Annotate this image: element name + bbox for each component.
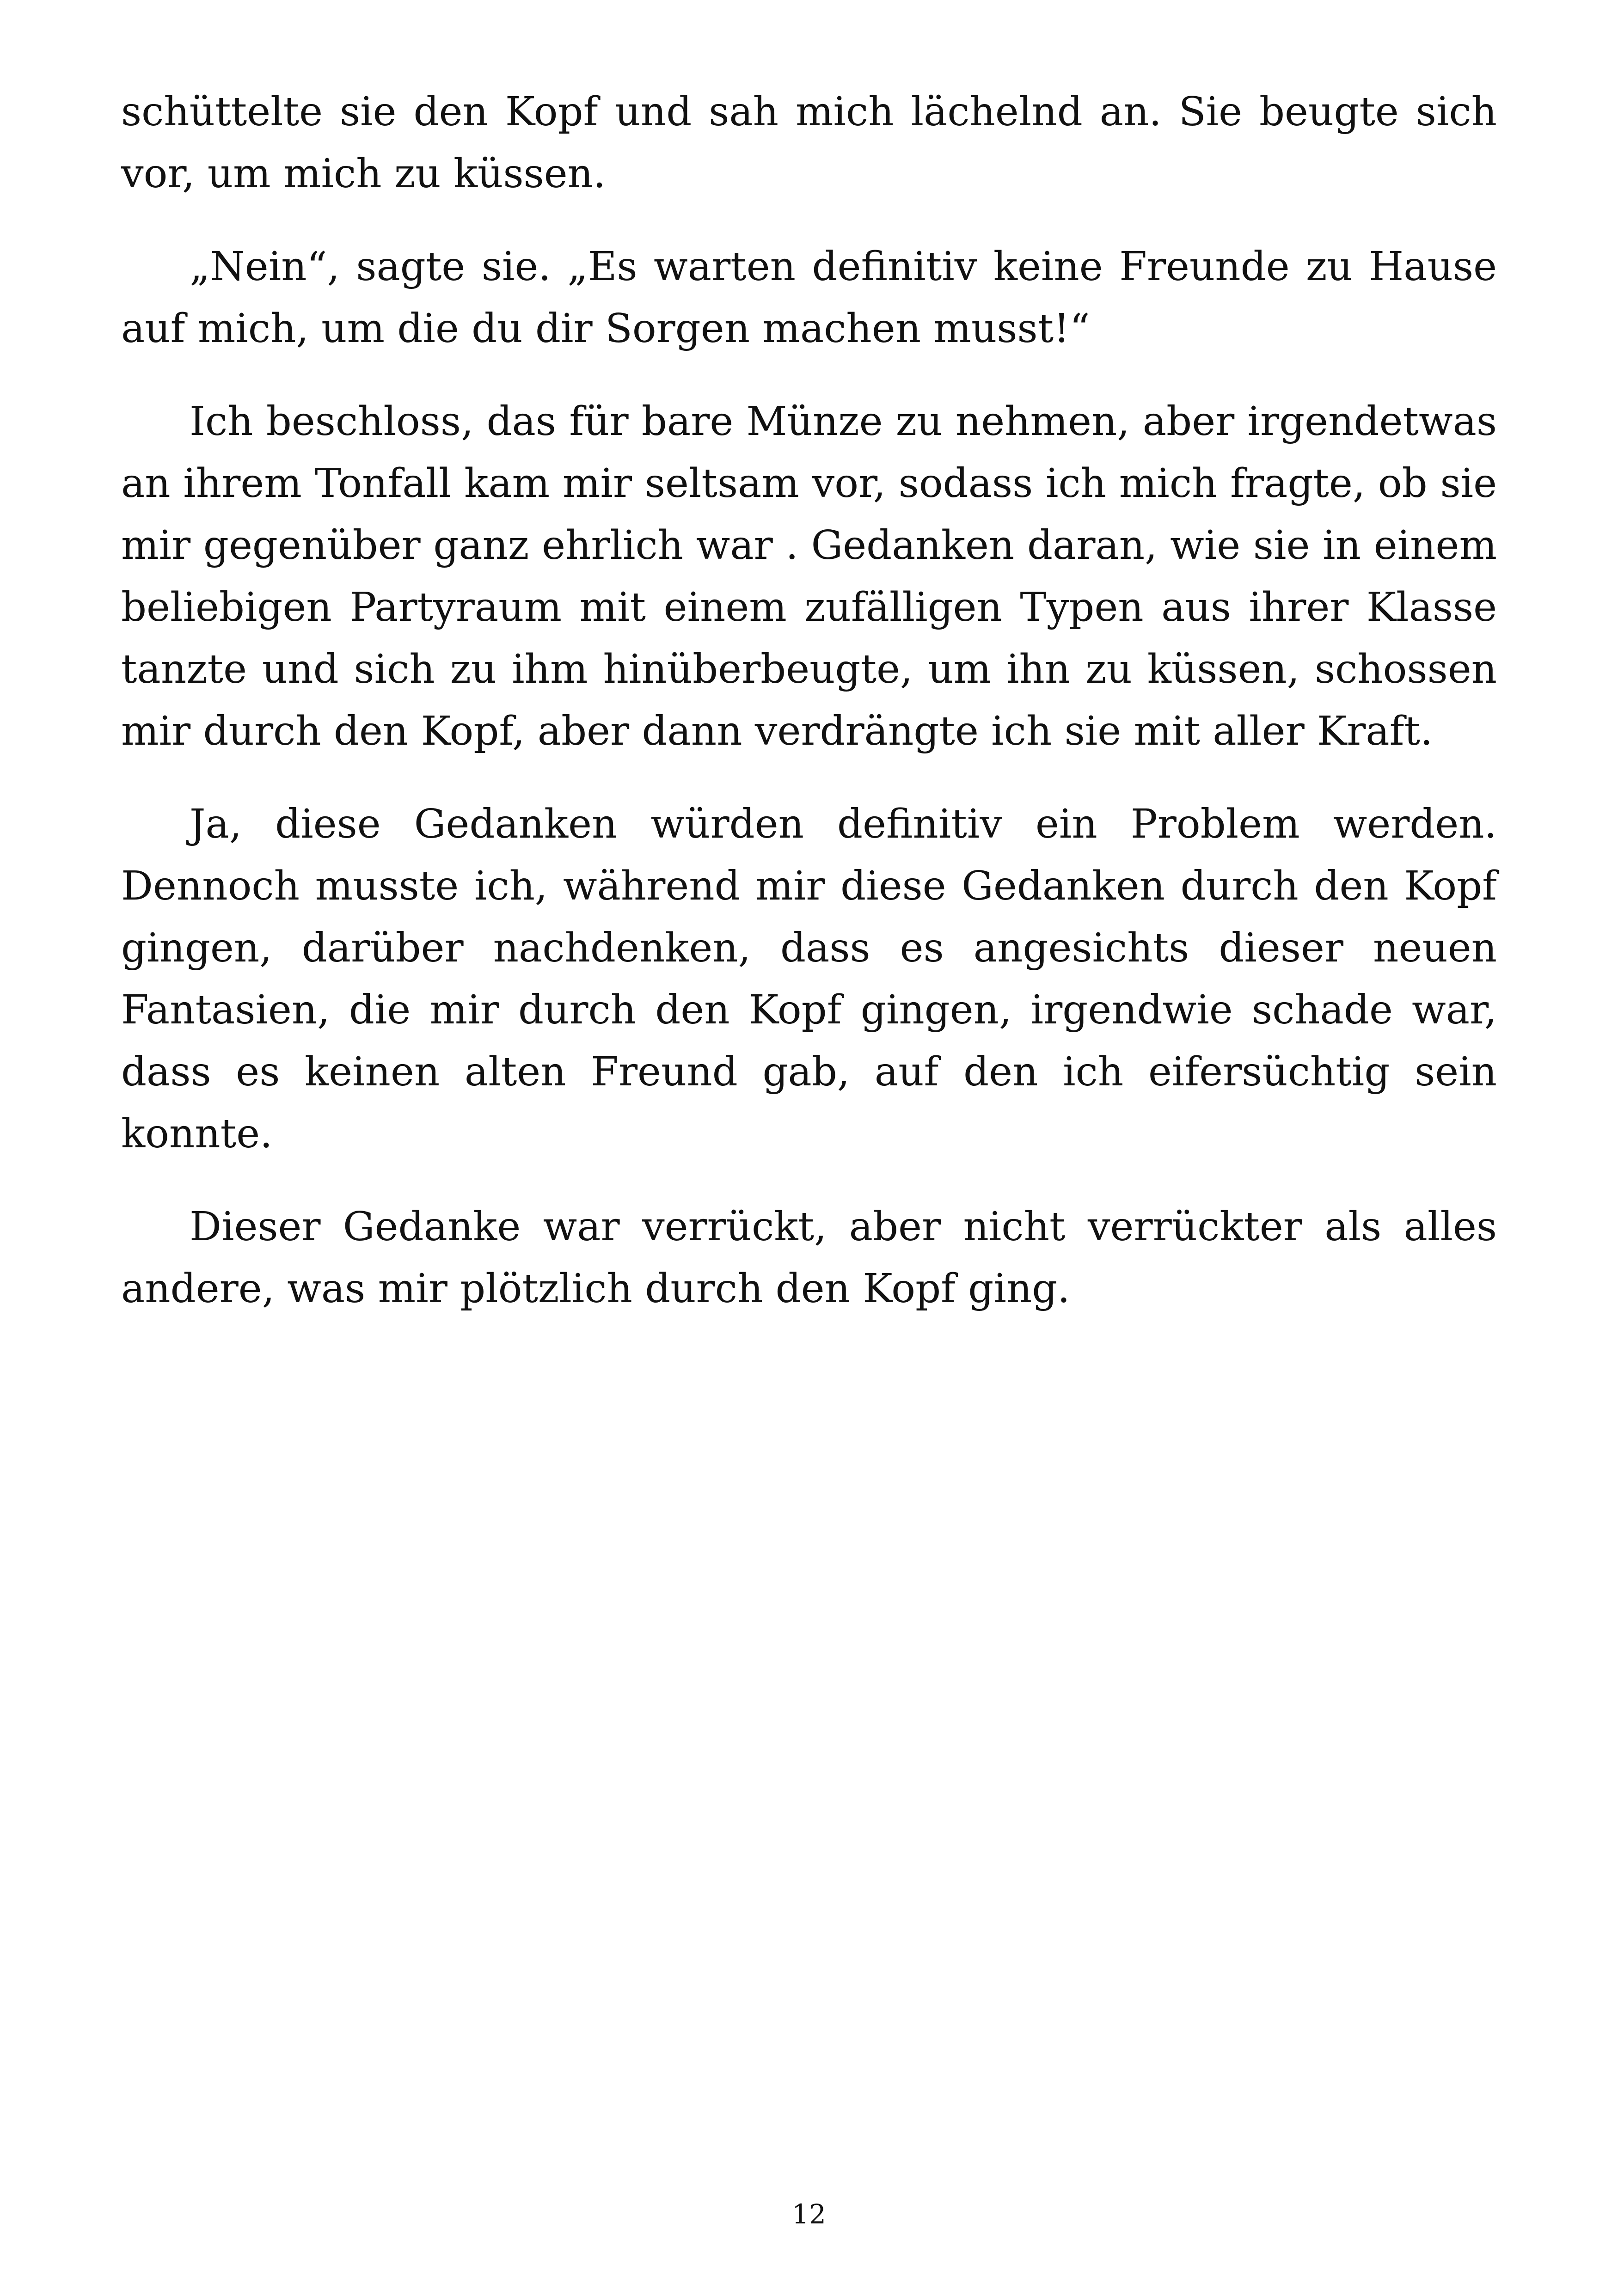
paragraph-4: Ja, diese Gedanken würden definitiv ein Problem werden. Dennoch musste ich, während mir diese Gedanken durch den Kopf gingen, darüber nachdenken, dass es angesichts dieser neuen Fantasien, die mir durch den Kopf gingen, irgendwie schade war, dass es keinen alten Freund gab, auf den ich eifersüchtig sein konnte. bbox=[121, 801, 1497, 1157]
page-number: 12 bbox=[792, 2198, 826, 2230]
paragraph-1: schüttelte sie den Kopf und sah mich lächelnd an. Sie beugte sich vor, um mich zu küssen. bbox=[121, 89, 1497, 197]
paragraph-2: „Nein“, sagte sie. „Es warten definitiv keine Freunde zu Hause auf mich, um die du dir Sorgen machen musst!“ bbox=[121, 244, 1497, 352]
page-body bbox=[121, 81, 1497, 1351]
paragraph-5: Dieser Gedanke war verrückt, aber nicht verrückter als alles andere, was mir plötzlich durch den Kopf ging. bbox=[121, 1204, 1497, 1312]
paragraph-3: Ich beschloss, das für bare Münze zu nehmen, aber irgendetwas an ihrem Tonfall kam mir seltsam vor, sodass ich mich fragte, ob sie mir gegenüber ganz ehrlich war . Gedanken daran, wie sie in einem beliebigen Partyraum mit einem zufälligen Typen aus ihrer Klasse tanzte und sich zu ihm hinüberbeugte, um ihn zu küssen, schossen mir durch den Kopf, aber dann verdrängte ich sie mit aller Kraft. bbox=[121, 398, 1497, 754]
